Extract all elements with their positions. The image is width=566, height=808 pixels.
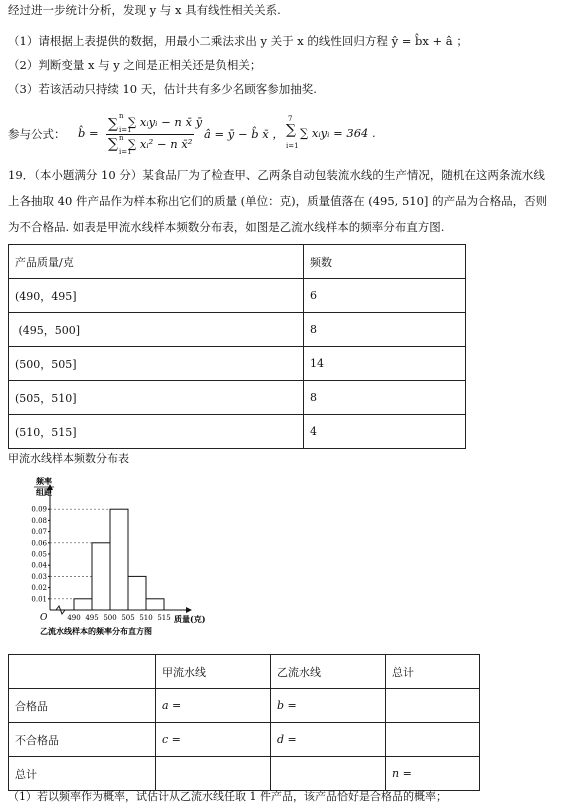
header-total: 总计	[386, 655, 480, 689]
cell-total	[386, 723, 480, 757]
cell-a: a =	[156, 689, 271, 723]
frequency-cell: 14	[304, 347, 466, 381]
q18-part3: （3）若该活动只持续 10 天，估计共有多少名顾客参加抽奖.	[8, 82, 317, 96]
x-tick-label: 510	[139, 614, 153, 622]
sum-symbol-den: ∑	[108, 136, 118, 152]
sum-bottom-den: i=1	[119, 148, 132, 156]
x-tick-label: 490	[67, 614, 81, 622]
histogram-bar	[74, 599, 92, 610]
y-tick-label: 0.04	[31, 561, 47, 570]
header-line-b: 乙流水线	[271, 655, 386, 689]
table-row	[9, 757, 480, 791]
sum-bottom-num: i=1	[119, 126, 132, 134]
problem19-line1: 19．（本小题满分 10 分）某食品厂为了检查甲、乙两条自动包装流水线的生产情况，随机在这两条流水线	[8, 168, 545, 182]
quality-cell: (500，505]	[9, 347, 304, 381]
quality-cell: (490，495]	[9, 279, 304, 313]
x-tick-label: 495	[85, 614, 99, 622]
cell-total-a	[156, 757, 271, 791]
cell-c: c =	[156, 723, 271, 757]
origin-label: O	[40, 613, 48, 623]
problem19-line2: 上各抽取 40 件产品作为样本称出它们的质量 (单位：克)，质量值落在 (495, 510] 的产品为合格品，否则	[8, 194, 548, 208]
frequency-cell: 4	[304, 415, 466, 449]
contingency-table	[8, 654, 480, 791]
cell-n: n =	[386, 757, 480, 791]
x-axis-arrow	[186, 607, 192, 613]
table-header-row	[9, 245, 466, 279]
b-denominator: ∑ xᵢ² − n x̄²	[128, 137, 193, 151]
histogram-chart	[14, 476, 224, 646]
table-row	[9, 313, 466, 347]
problem19-line3: 为不合格品. 如表是甲流水线样本频数分布表，如图是乙流水线样本的频率分布直方图.	[8, 220, 445, 234]
bottom-question: （1）若以频率作为概率，试估计从乙流水线任取 1 件产品，该产品恰好是合格品的概率；	[8, 790, 447, 803]
y-label-line2: 组距	[36, 487, 52, 497]
x-axis-label: 质量(克)	[174, 614, 206, 624]
table-row	[9, 381, 466, 415]
header-empty	[9, 655, 156, 689]
quality-cell: (505，510]	[9, 381, 304, 415]
y-tick-label: 0.08	[31, 516, 47, 525]
table1-caption: 甲流水线样本频数分布表	[8, 452, 129, 465]
header-line-a: 甲流水线	[156, 655, 271, 689]
table-row	[9, 279, 466, 313]
y-label-line1: 频率	[36, 476, 52, 486]
cell-b: b =	[271, 689, 386, 723]
histogram-bar	[110, 509, 128, 610]
row-label: 总计	[9, 757, 156, 791]
table-row	[9, 723, 480, 757]
sum-bottom-value: i=1	[286, 142, 299, 150]
y-tick-label: 0.09	[31, 505, 47, 514]
row-label: 合格品	[9, 689, 156, 723]
cell-d: d =	[271, 723, 386, 757]
y-tick-label: 0.07	[31, 528, 47, 537]
table-row	[9, 689, 480, 723]
quality-cell: (495，500]	[9, 313, 304, 347]
b-hat-lhs: b̂ =	[78, 126, 99, 140]
x-tick-label: 500	[103, 614, 117, 622]
histogram-bar	[92, 543, 110, 610]
frequency-cell: 8	[304, 381, 466, 415]
y-tick-label: 0.03	[31, 572, 47, 581]
frequency-cell: 6	[304, 279, 466, 313]
x-tick-label: 505	[121, 614, 135, 622]
quality-cell: (510，515]	[9, 415, 304, 449]
frequency-table-a	[8, 244, 466, 449]
q18-part2: （2）判断变量 x 与 y 之间是正相关还是负相关；	[8, 58, 262, 72]
y-tick-label: 0.02	[31, 584, 47, 593]
table-row	[9, 415, 466, 449]
cell-total	[386, 689, 480, 723]
reference-label: 参与公式：	[8, 127, 66, 141]
histogram-bar	[146, 599, 164, 610]
table-header-row	[9, 655, 480, 689]
reference-formula	[8, 112, 558, 158]
a-hat-formula: â = ȳ − b̂ x̄ ，	[204, 127, 284, 141]
y-tick-label: 0.05	[31, 550, 47, 559]
header-quality: 产品质量/克	[9, 245, 304, 279]
b-numerator: ∑ xᵢyᵢ − n x̄ ȳ	[128, 115, 203, 129]
sum-symbol-num: ∑	[108, 116, 118, 132]
y-tick-label: 0.06	[31, 539, 47, 548]
x-tick-label: 515	[157, 614, 171, 622]
q18-part1: （1）请根据上表提供的数据，用最小二乘法求出 y 关于 x 的线性回归方程 ŷ = b̂x + â ；	[8, 34, 468, 48]
sum-top-den: n	[119, 134, 124, 142]
cell-total-b	[271, 757, 386, 791]
histogram-bar	[128, 576, 146, 610]
table-row	[9, 347, 466, 381]
row-label: 不合格品	[9, 723, 156, 757]
y-tick-label: 0.01	[31, 595, 47, 604]
chart-title: 乙流水线样本的频率分布直方图	[40, 626, 152, 636]
intro-line: 经过进一步统计分析，发现 y 与 x 具有线性相关关系.	[8, 3, 281, 17]
sum-top-num: n	[119, 112, 124, 120]
sum-symbol-value: ∑	[286, 122, 296, 138]
frequency-cell: 8	[304, 313, 466, 347]
header-frequency: 频数	[304, 245, 466, 279]
sum-value: ∑ xᵢyᵢ = 364 .	[300, 126, 376, 140]
sum-top-value: 7	[288, 115, 293, 123]
